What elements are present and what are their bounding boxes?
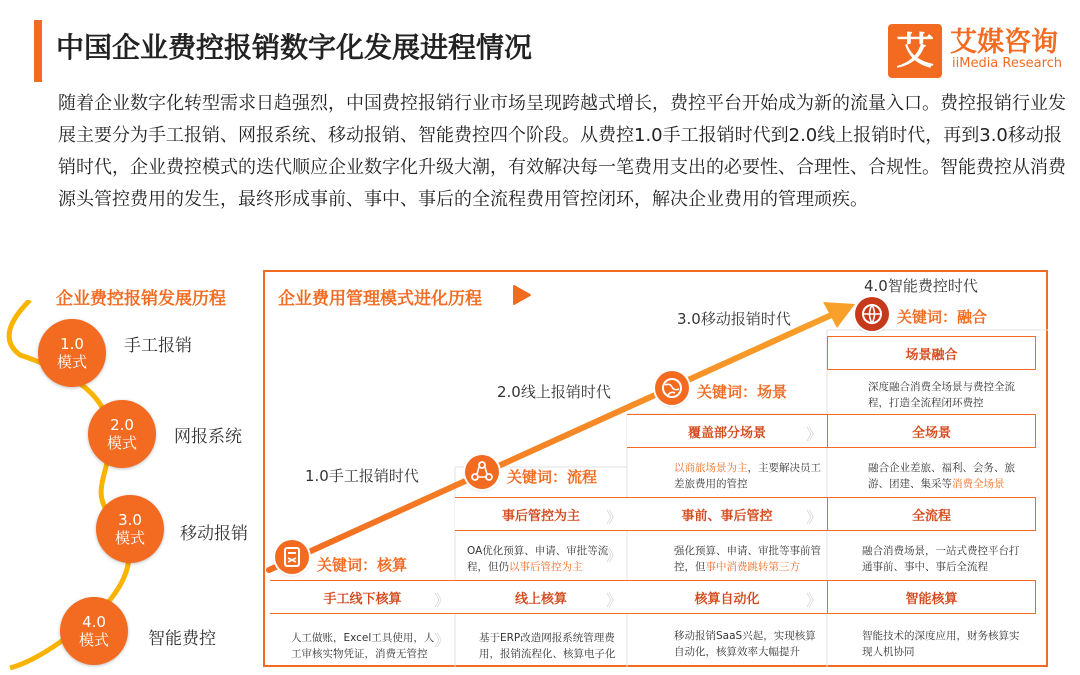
keyword-1: 关键词：核算 (317, 556, 408, 574)
mode-circle-3 (96, 495, 164, 563)
cell-desc-full-process: 融合消费场景，一站式费控平台打通事前、事中、事后全流程 (862, 545, 1020, 573)
desc-highlight: 以商旅场景为主 (674, 462, 748, 474)
cell-head-label: 全场景 (911, 425, 951, 441)
cell-head-label: 线上核算 (514, 591, 567, 607)
title-accent-bar (34, 20, 42, 82)
cell-desc-smart-accounting: 智能技术的深度应用，财务核算实现人机协同 (862, 630, 1020, 658)
cell-head-online-accounting (455, 580, 627, 614)
cell-desc-auto-accounting: 移动报销SaaS兴起，实现核算自动化，核算效率大幅提升 (674, 630, 816, 658)
logo-text-en: iiMedia Research (952, 56, 1063, 71)
cell-head-label: 场景融合 (905, 347, 958, 363)
chevron-right-icon: 》 (434, 591, 446, 610)
fusion-globe-icon (855, 297, 889, 331)
cell-head-label: 核算自动化 (694, 591, 760, 607)
cell-desc-all-scenes (868, 460, 1028, 492)
cell-head-scene-fusion (827, 336, 1036, 370)
chevron-right-icon: 》 (606, 591, 618, 610)
cell-head-label: 事前、事后管控 (681, 508, 773, 524)
keyword-3: 关键词：场景 (697, 383, 788, 401)
cell-head-label: 智能核算 (905, 591, 958, 607)
mode-name-4: 智能费控 (148, 629, 216, 649)
cell-head-label: 手工线下核算 (323, 591, 402, 607)
mode-suffix: 模式 (78, 631, 109, 649)
page-title: 中国企业费控报销数字化发展进程情况 (56, 31, 533, 64)
cell-head-pre-post-control (627, 497, 827, 531)
cell-head-partial-scenes (627, 414, 827, 448)
mode-name-1: 手工报销 (124, 336, 192, 356)
calculator-icon (275, 540, 309, 574)
mode-num: 4.0 (82, 613, 106, 631)
flow-cycle-icon (465, 455, 499, 489)
cell-head-label: 覆盖部分场景 (687, 425, 766, 441)
chevron-right-icon: 》 (606, 508, 618, 527)
desc-plain: ，主要解决员工差旅费用的管控 (674, 462, 821, 490)
mode-circle-4 (60, 597, 128, 665)
era-label-3: 3.0移动报销时代 (677, 310, 791, 328)
logo-mark-char: 艾 (895, 29, 934, 73)
era-label-4: 4.0智能费控时代 (864, 277, 978, 295)
cell-desc-manual-accounting: 人工做账，Excel工具使用，人工审核实物凭证，消费无管控 (291, 632, 435, 660)
cell-head-smart-accounting (827, 580, 1036, 614)
mode-suffix: 模式 (56, 353, 87, 371)
chevron-right-icon: 》 (806, 591, 818, 610)
cell-head-manual-accounting (270, 580, 455, 614)
mode-name-2: 网报系统 (174, 427, 242, 447)
cell-desc-pre-post-control (674, 543, 824, 575)
panel-title: 企业费用管理模式进化历程 (278, 289, 482, 309)
cell-desc-post-control (467, 543, 618, 575)
cell-head-full-process (827, 497, 1036, 531)
cell-desc-online-accounting: 基于ERP改造网报系统管理费用，报销流程化、核算电子化 (479, 632, 616, 660)
mode-suffix: 模式 (106, 434, 137, 452)
cell-head-label: 事后管控为主 (501, 508, 580, 524)
mode-num: 1.0 (60, 335, 84, 353)
keyword-4: 关键词：融合 (897, 308, 988, 326)
desc-highlight: 以事后管控为主 (509, 561, 583, 573)
cell-desc-partial-scenes (674, 460, 824, 492)
logo-text-cn: 艾媒咨询 (950, 27, 1058, 58)
intro-paragraph: 随着企业数字化转型需求日趋强烈，中国费控报销行业市场呈现跨越式增长，费控平台开始成为新的流量入口。费控报销行业发展主要分为手工报销、网报系统、移动报销、智能费控四个阶段。从费控1.0手工报销时代到2.0线上报销时代，再到3.0移动报销时代，企业费控模式的迭代顺应企业数字化升级大潮，有效解决每一笔费用支出的必要性、合理性、合规性。智能费控从消费源头管控费用的发生，最终形成事前、事中、事后的全流程费用管控闭环，解决企业费用的管理顽疾。 (58, 93, 1066, 210)
chevron-right-icon: 》 (806, 425, 818, 444)
left-section-title: 企业费控报销发展历程 (56, 289, 226, 309)
mode-suffix: 模式 (114, 529, 145, 547)
cell-head-label: 全流程 (911, 508, 951, 524)
mode-name-3: 移动报销 (180, 524, 248, 544)
cell-head-all-scenes (827, 414, 1036, 448)
chevron-right-icon: 》 (606, 546, 618, 565)
desc-plain: 融合企业差旅、福利、会务、旅游、团建、集采等 (868, 462, 1015, 490)
desc-highlight: 消费全场景 (952, 478, 1005, 490)
mode-num: 2.0 (110, 416, 134, 434)
mode-num: 3.0 (118, 511, 142, 529)
cell-desc-scene-fusion: 深度融合消费全场景与费控全流程，打造全流程闭环费控 (868, 381, 1015, 409)
desc-plain: 强化预算、申请、审批等事前管控，但 (674, 545, 821, 573)
keyword-2: 关键词：流程 (507, 468, 598, 486)
desc-highlight: 事中消费跳转第三方 (705, 561, 800, 573)
desc-plain: OA优化预算、申请、审批等流程，但仍 (467, 545, 609, 573)
chevron-right-icon: 》 (806, 508, 818, 527)
cell-head-auto-accounting (627, 580, 827, 614)
globe-icon (655, 371, 689, 405)
chevron-right-icon: 》 (434, 631, 446, 650)
mode-circle-1 (38, 319, 106, 387)
era-label-2: 2.0线上报销时代 (497, 383, 611, 401)
mode-circle-2 (88, 400, 156, 468)
cell-head-post-control (455, 497, 627, 531)
era-label-1: 1.0手工报销时代 (305, 467, 419, 485)
